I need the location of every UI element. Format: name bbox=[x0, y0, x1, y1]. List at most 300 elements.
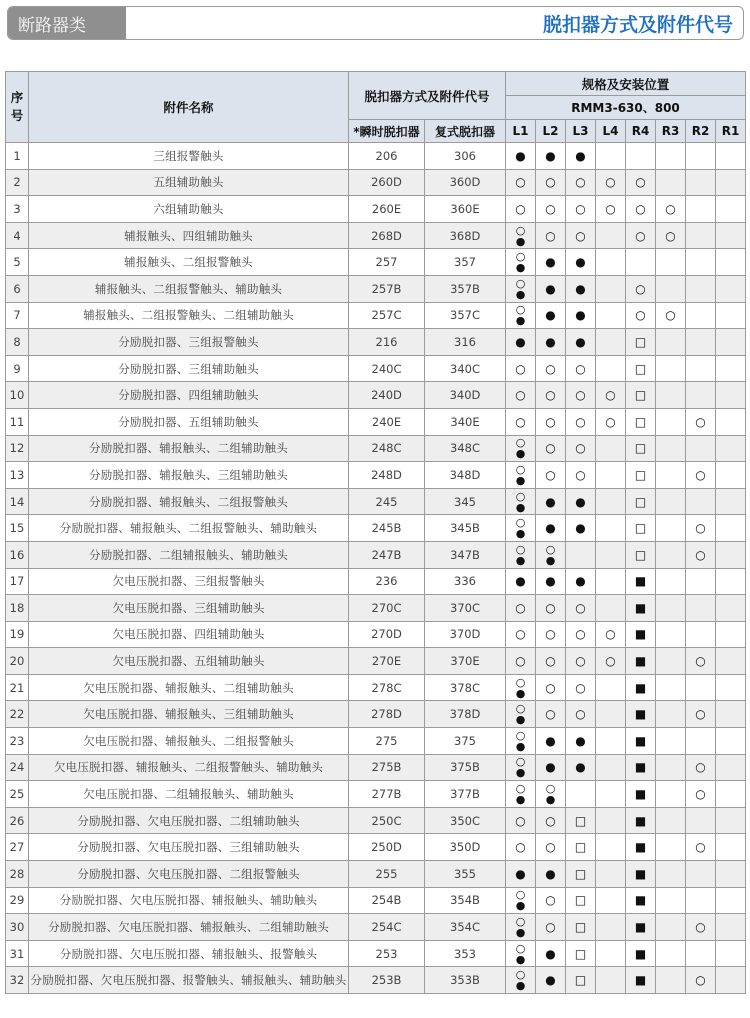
row-index: 14 bbox=[6, 488, 29, 515]
row-position-symbol: ○ bbox=[596, 648, 626, 675]
row-position-symbol bbox=[536, 541, 566, 568]
row-position-symbol: □ bbox=[566, 914, 596, 941]
row-instant-code: 248C bbox=[349, 435, 425, 462]
row-position-symbol bbox=[656, 408, 686, 435]
row-position-symbol bbox=[596, 781, 626, 808]
row-position-symbol bbox=[686, 143, 716, 170]
row-instant-code: 260D bbox=[349, 169, 425, 196]
symbol-glyph: ○ bbox=[515, 968, 526, 982]
row-position-symbol: ○ bbox=[566, 408, 596, 435]
row-position-symbol bbox=[656, 568, 686, 595]
row-compound-code: 336 bbox=[425, 568, 506, 595]
row-compound-code: 348C bbox=[425, 435, 506, 462]
row-position-symbol: ○ bbox=[506, 408, 536, 435]
row-position-symbol: ■ bbox=[626, 861, 656, 888]
stacked-symbol bbox=[506, 969, 535, 991]
row-instant-code: 240E bbox=[349, 408, 425, 435]
row-position-symbol bbox=[596, 674, 626, 701]
row-instant-code: 270E bbox=[349, 648, 425, 675]
symbol-glyph: ○ bbox=[515, 303, 526, 317]
stacked-symbol bbox=[506, 304, 535, 326]
row-position-symbol bbox=[596, 701, 626, 728]
row-position-symbol bbox=[716, 754, 746, 781]
row-position-symbol: □ bbox=[626, 382, 656, 409]
row-position-symbol: ○ bbox=[536, 222, 566, 249]
row-position-symbol bbox=[716, 275, 746, 302]
row-position-symbol bbox=[656, 249, 686, 276]
row-position-symbol bbox=[626, 143, 656, 170]
table-row bbox=[6, 754, 746, 781]
row-name: 辅报触头、四组辅助触头 bbox=[29, 222, 349, 249]
row-index: 29 bbox=[6, 887, 29, 914]
row-position-symbol bbox=[656, 807, 686, 834]
row-name: 欠电压脱扣器、五组辅助触头 bbox=[29, 648, 349, 675]
row-position-symbol: ○ bbox=[686, 967, 716, 994]
row-instant-code: 245 bbox=[349, 488, 425, 515]
row-index: 3 bbox=[6, 196, 29, 223]
row-index: 9 bbox=[6, 355, 29, 382]
row-compound-code: 354B bbox=[425, 887, 506, 914]
row-position-symbol: ○ bbox=[536, 595, 566, 622]
row-position-symbol bbox=[596, 143, 626, 170]
row-position-symbol: ○ bbox=[536, 834, 566, 861]
row-position-symbol bbox=[686, 249, 716, 276]
row-index: 16 bbox=[6, 541, 29, 568]
row-compound-code: 375B bbox=[425, 754, 506, 781]
table-row bbox=[6, 302, 746, 329]
symbol-glyph: ○ bbox=[515, 462, 526, 476]
row-position-symbol: □ bbox=[566, 861, 596, 888]
row-position-symbol bbox=[716, 595, 746, 622]
row-position-symbol bbox=[716, 329, 746, 356]
row-position-symbol bbox=[716, 515, 746, 542]
row-position-symbol: ○ bbox=[656, 222, 686, 249]
row-instant-code: 255 bbox=[349, 861, 425, 888]
row-position-symbol: ● bbox=[566, 249, 596, 276]
row-position-symbol bbox=[596, 967, 626, 994]
row-name: 辅报触头、二组报警触头、二组辅助触头 bbox=[29, 302, 349, 329]
row-position-symbol bbox=[716, 408, 746, 435]
row-index: 25 bbox=[6, 781, 29, 808]
row-compound-code: 345 bbox=[425, 488, 506, 515]
row-position-symbol: □ bbox=[626, 355, 656, 382]
row-position-symbol bbox=[716, 169, 746, 196]
row-position-symbol bbox=[686, 940, 716, 967]
row-instant-code: 240C bbox=[349, 355, 425, 382]
row-index: 11 bbox=[6, 408, 29, 435]
row-position-symbol bbox=[716, 807, 746, 834]
row-instant-code: 268D bbox=[349, 222, 425, 249]
row-position-symbol bbox=[686, 435, 716, 462]
symbol-glyph: ○ bbox=[515, 250, 526, 264]
row-position-symbol bbox=[506, 728, 536, 755]
row-index: 6 bbox=[6, 275, 29, 302]
row-position-symbol bbox=[656, 701, 686, 728]
row-position-symbol bbox=[506, 541, 536, 568]
row-position-symbol bbox=[656, 648, 686, 675]
stacked-symbol bbox=[506, 889, 535, 911]
row-position-symbol: ● bbox=[506, 861, 536, 888]
stacked-symbol bbox=[506, 544, 535, 566]
symbol-glyph: ● bbox=[515, 500, 526, 514]
row-name: 欠电压脱扣器、辅报触头、二组报警触头 bbox=[29, 728, 349, 755]
row-position-symbol: ○ bbox=[506, 169, 536, 196]
row-compound-code: 357 bbox=[425, 249, 506, 276]
row-position-symbol bbox=[596, 329, 626, 356]
row-position-symbol: ○ bbox=[566, 382, 596, 409]
row-instant-code: 260E bbox=[349, 196, 425, 223]
row-position-symbol bbox=[656, 143, 686, 170]
symbol-glyph: ● bbox=[515, 473, 526, 487]
row-index: 19 bbox=[6, 621, 29, 648]
symbol-glyph: ● bbox=[515, 899, 526, 913]
symbol-glyph: ● bbox=[545, 553, 556, 567]
header-pos-L3: L3 bbox=[566, 120, 596, 143]
row-index: 21 bbox=[6, 674, 29, 701]
table-row bbox=[6, 196, 746, 223]
row-index: 28 bbox=[6, 861, 29, 888]
row-position-symbol bbox=[656, 914, 686, 941]
row-position-symbol bbox=[656, 462, 686, 489]
row-position-symbol bbox=[656, 940, 686, 967]
table-row bbox=[6, 169, 746, 196]
symbol-glyph: ○ bbox=[515, 782, 526, 796]
row-position-symbol: ● bbox=[506, 329, 536, 356]
symbol-glyph: ○ bbox=[515, 755, 526, 769]
header-pos-L1: L1 bbox=[506, 120, 536, 143]
row-index: 10 bbox=[6, 382, 29, 409]
row-position-symbol bbox=[506, 701, 536, 728]
row-instant-code: 253 bbox=[349, 940, 425, 967]
row-position-symbol bbox=[596, 488, 626, 515]
row-name: 六组辅助触头 bbox=[29, 196, 349, 223]
row-position-symbol bbox=[506, 302, 536, 329]
row-instant-code: 275B bbox=[349, 754, 425, 781]
row-position-symbol bbox=[656, 275, 686, 302]
row-position-symbol bbox=[656, 621, 686, 648]
row-instant-code: 250C bbox=[349, 807, 425, 834]
row-compound-code: 370E bbox=[425, 648, 506, 675]
row-position-symbol: ○ bbox=[686, 701, 716, 728]
row-position-symbol bbox=[686, 728, 716, 755]
row-name: 五组辅助触头 bbox=[29, 169, 349, 196]
row-name: 三组报警触头 bbox=[29, 143, 349, 170]
table-row bbox=[6, 408, 746, 435]
row-position-symbol bbox=[656, 435, 686, 462]
symbol-glyph: ● bbox=[515, 287, 526, 301]
section-header bbox=[7, 6, 744, 40]
table-body bbox=[6, 143, 746, 994]
row-instant-code: 236 bbox=[349, 568, 425, 595]
row-position-symbol bbox=[596, 249, 626, 276]
row-position-symbol bbox=[716, 302, 746, 329]
row-position-symbol bbox=[686, 169, 716, 196]
row-position-symbol bbox=[716, 435, 746, 462]
row-position-symbol bbox=[716, 355, 746, 382]
row-position-symbol bbox=[596, 515, 626, 542]
row-position-symbol bbox=[506, 781, 536, 808]
row-position-symbol bbox=[506, 674, 536, 701]
row-position-symbol: ○ bbox=[506, 834, 536, 861]
row-position-symbol: ○ bbox=[626, 222, 656, 249]
symbol-glyph: ● bbox=[515, 952, 526, 966]
row-position-symbol: ○ bbox=[506, 648, 536, 675]
table-row bbox=[6, 435, 746, 462]
stacked-symbol bbox=[506, 730, 535, 752]
row-position-symbol: ○ bbox=[566, 222, 596, 249]
row-position-symbol: ● bbox=[536, 568, 566, 595]
row-position-symbol: ○ bbox=[536, 435, 566, 462]
table-row bbox=[6, 222, 746, 249]
row-position-symbol: ■ bbox=[626, 621, 656, 648]
symbol-glyph: ● bbox=[515, 314, 526, 328]
row-name: 欠电压脱扣器、三组辅助触头 bbox=[29, 595, 349, 622]
row-position-symbol: ● bbox=[566, 728, 596, 755]
row-position-symbol: ● bbox=[566, 488, 596, 515]
table-row bbox=[6, 329, 746, 356]
row-position-symbol bbox=[506, 249, 536, 276]
row-position-symbol: □ bbox=[566, 967, 596, 994]
row-position-symbol: ○ bbox=[536, 462, 566, 489]
row-position-symbol bbox=[686, 382, 716, 409]
row-position-symbol: ■ bbox=[626, 728, 656, 755]
row-position-symbol: ○ bbox=[536, 621, 566, 648]
header-spec: 规格及安装位置 bbox=[506, 72, 746, 96]
row-position-symbol bbox=[596, 754, 626, 781]
table-row bbox=[6, 568, 746, 595]
row-compound-code: 370C bbox=[425, 595, 506, 622]
row-instant-code: 253B bbox=[349, 967, 425, 994]
row-position-symbol bbox=[716, 621, 746, 648]
row-position-symbol bbox=[566, 541, 596, 568]
row-position-symbol bbox=[506, 488, 536, 515]
row-position-symbol: □ bbox=[566, 807, 596, 834]
row-position-symbol: ○ bbox=[506, 621, 536, 648]
row-position-symbol: ○ bbox=[536, 196, 566, 223]
row-instant-code: 257B bbox=[349, 275, 425, 302]
table-row bbox=[6, 648, 746, 675]
row-compound-code: 378C bbox=[425, 674, 506, 701]
row-position-symbol: □ bbox=[626, 515, 656, 542]
stacked-symbol bbox=[506, 677, 535, 699]
row-position-symbol: ■ bbox=[626, 807, 656, 834]
row-position-symbol bbox=[536, 781, 566, 808]
table-row bbox=[6, 728, 746, 755]
row-position-symbol: ● bbox=[536, 143, 566, 170]
row-position-symbol bbox=[596, 435, 626, 462]
row-position-symbol bbox=[686, 807, 716, 834]
row-position-symbol bbox=[656, 834, 686, 861]
row-position-symbol: ● bbox=[566, 329, 596, 356]
row-index: 17 bbox=[6, 568, 29, 595]
row-position-symbol: □ bbox=[626, 329, 656, 356]
row-position-symbol: ○ bbox=[536, 408, 566, 435]
row-position-symbol bbox=[656, 861, 686, 888]
row-position-symbol bbox=[686, 568, 716, 595]
row-name: 分励脱扣器、辅报触头、二组辅助触头 bbox=[29, 435, 349, 462]
row-position-symbol: ■ bbox=[626, 887, 656, 914]
row-position-symbol bbox=[596, 595, 626, 622]
row-position-symbol bbox=[716, 781, 746, 808]
row-position-symbol bbox=[716, 143, 746, 170]
row-compound-code: 354C bbox=[425, 914, 506, 941]
table-row bbox=[6, 143, 746, 170]
row-position-symbol: ○ bbox=[506, 355, 536, 382]
stacked-symbol bbox=[506, 783, 535, 805]
row-position-symbol bbox=[596, 940, 626, 967]
row-index: 4 bbox=[6, 222, 29, 249]
row-position-symbol: ■ bbox=[626, 914, 656, 941]
row-instant-code: 270C bbox=[349, 595, 425, 622]
row-compound-code: 340D bbox=[425, 382, 506, 409]
row-position-symbol bbox=[506, 754, 536, 781]
row-compound-code: 340E bbox=[425, 408, 506, 435]
row-compound-code: 316 bbox=[425, 329, 506, 356]
row-index: 8 bbox=[6, 329, 29, 356]
symbol-glyph: ○ bbox=[515, 489, 526, 503]
symbol-glyph: ● bbox=[515, 447, 526, 461]
row-name: 分励脱扣器、二组辅报触头、辅助触头 bbox=[29, 541, 349, 568]
stacked-symbol bbox=[536, 544, 565, 566]
row-index: 31 bbox=[6, 940, 29, 967]
header-pos-R3: R3 bbox=[656, 120, 686, 143]
row-name: 欠电压脱扣器、辅报触头、二组报警触头、辅助触头 bbox=[29, 754, 349, 781]
row-name: 分励脱扣器、欠电压脱扣器、辅报触头、二组辅助触头 bbox=[29, 914, 349, 941]
row-position-symbol: □ bbox=[566, 834, 596, 861]
row-position-symbol: ○ bbox=[686, 462, 716, 489]
stacked-symbol bbox=[506, 517, 535, 539]
row-index: 5 bbox=[6, 249, 29, 276]
row-position-symbol bbox=[596, 275, 626, 302]
row-compound-code: 378D bbox=[425, 701, 506, 728]
row-position-symbol: ■ bbox=[626, 701, 656, 728]
row-position-symbol: ● bbox=[536, 275, 566, 302]
row-name: 分励脱扣器、欠电压脱扣器、报警触头、辅报触头、辅助触头 bbox=[29, 967, 349, 994]
row-compound-code: 357C bbox=[425, 302, 506, 329]
row-position-symbol: ○ bbox=[566, 169, 596, 196]
row-index: 26 bbox=[6, 807, 29, 834]
symbol-glyph: ○ bbox=[515, 542, 526, 556]
row-name: 欠电压脱扣器、辅报触头、三组辅助触头 bbox=[29, 701, 349, 728]
row-position-symbol: ■ bbox=[626, 940, 656, 967]
row-position-symbol: ○ bbox=[626, 302, 656, 329]
row-position-symbol: ○ bbox=[566, 435, 596, 462]
row-position-symbol bbox=[716, 967, 746, 994]
row-position-symbol bbox=[686, 488, 716, 515]
row-name: 分励脱扣器、欠电压脱扣器、二组报警触头 bbox=[29, 861, 349, 888]
row-position-symbol: ○ bbox=[536, 648, 566, 675]
row-position-symbol bbox=[716, 701, 746, 728]
row-position-symbol: ○ bbox=[686, 781, 716, 808]
row-instant-code: 270D bbox=[349, 621, 425, 648]
row-name: 分励脱扣器、欠电压脱扣器、二组辅助触头 bbox=[29, 807, 349, 834]
row-position-symbol bbox=[686, 355, 716, 382]
row-position-symbol bbox=[506, 887, 536, 914]
row-position-symbol bbox=[686, 595, 716, 622]
row-position-symbol: ○ bbox=[566, 355, 596, 382]
row-position-symbol: □ bbox=[566, 940, 596, 967]
row-index: 27 bbox=[6, 834, 29, 861]
symbol-glyph: ○ bbox=[515, 276, 526, 290]
table-row bbox=[6, 807, 746, 834]
row-position-symbol: ■ bbox=[626, 648, 656, 675]
row-position-symbol bbox=[716, 222, 746, 249]
row-position-symbol: ○ bbox=[626, 169, 656, 196]
symbol-glyph: ○ bbox=[515, 516, 526, 530]
row-name: 欠电压脱扣器、二组辅报触头、辅助触头 bbox=[29, 781, 349, 808]
row-compound-code: 375 bbox=[425, 728, 506, 755]
table-row bbox=[6, 781, 746, 808]
row-position-symbol bbox=[656, 967, 686, 994]
row-position-symbol: ○ bbox=[506, 196, 536, 223]
stacked-symbol bbox=[506, 464, 535, 486]
row-instant-code: 277B bbox=[349, 781, 425, 808]
row-instant-code: 278C bbox=[349, 674, 425, 701]
row-instant-code: 247B bbox=[349, 541, 425, 568]
stacked-symbol bbox=[506, 916, 535, 938]
row-position-symbol bbox=[656, 169, 686, 196]
row-instant-code: 216 bbox=[349, 329, 425, 356]
row-position-symbol: ● bbox=[536, 728, 566, 755]
row-name: 分励脱扣器、三组报警触头 bbox=[29, 329, 349, 356]
row-position-symbol bbox=[716, 914, 746, 941]
row-instant-code: 254B bbox=[349, 887, 425, 914]
table-row bbox=[6, 940, 746, 967]
row-name: 分励脱扣器、五组辅助触头 bbox=[29, 408, 349, 435]
header-pos-R4: R4 bbox=[626, 120, 656, 143]
table-row bbox=[6, 515, 746, 542]
row-position-symbol: ○ bbox=[566, 648, 596, 675]
row-compound-code: 360E bbox=[425, 196, 506, 223]
row-index: 24 bbox=[6, 754, 29, 781]
row-position-symbol: ○ bbox=[686, 914, 716, 941]
stacked-symbol bbox=[506, 756, 535, 778]
row-position-symbol bbox=[716, 541, 746, 568]
row-name: 分励脱扣器、欠电压脱扣器、三组辅助触头 bbox=[29, 834, 349, 861]
row-name: 分励脱扣器、欠电压脱扣器、辅报触头、辅助触头 bbox=[29, 887, 349, 914]
row-position-symbol: □ bbox=[626, 541, 656, 568]
symbol-glyph: ● bbox=[515, 766, 526, 780]
header-pos-R1: R1 bbox=[716, 120, 746, 143]
symbol-glyph: ○ bbox=[515, 941, 526, 955]
symbol-glyph: ○ bbox=[515, 728, 526, 742]
row-position-symbol bbox=[686, 861, 716, 888]
row-name: 分励脱扣器、辅报触头、二组报警触头、辅助触头 bbox=[29, 515, 349, 542]
table-row bbox=[6, 249, 746, 276]
row-position-symbol bbox=[596, 302, 626, 329]
stacked-symbol bbox=[506, 225, 535, 247]
row-position-symbol bbox=[596, 914, 626, 941]
row-position-symbol: ■ bbox=[626, 568, 656, 595]
symbol-glyph: ● bbox=[515, 713, 526, 727]
row-position-symbol bbox=[506, 462, 536, 489]
row-position-symbol: ○ bbox=[536, 807, 566, 834]
row-name: 欠电压脱扣器、四组辅助触头 bbox=[29, 621, 349, 648]
row-instant-code: 240D bbox=[349, 382, 425, 409]
row-position-symbol bbox=[716, 834, 746, 861]
row-position-symbol bbox=[716, 462, 746, 489]
row-compound-code: 306 bbox=[425, 143, 506, 170]
row-position-symbol: □ bbox=[626, 408, 656, 435]
row-position-symbol bbox=[596, 568, 626, 595]
row-compound-code: 350C bbox=[425, 807, 506, 834]
row-index: 23 bbox=[6, 728, 29, 755]
stacked-symbol bbox=[506, 491, 535, 513]
row-position-symbol bbox=[716, 861, 746, 888]
header-model: RMM3-630、800 bbox=[506, 96, 746, 120]
header-pos-R2: R2 bbox=[686, 120, 716, 143]
row-position-symbol bbox=[656, 728, 686, 755]
